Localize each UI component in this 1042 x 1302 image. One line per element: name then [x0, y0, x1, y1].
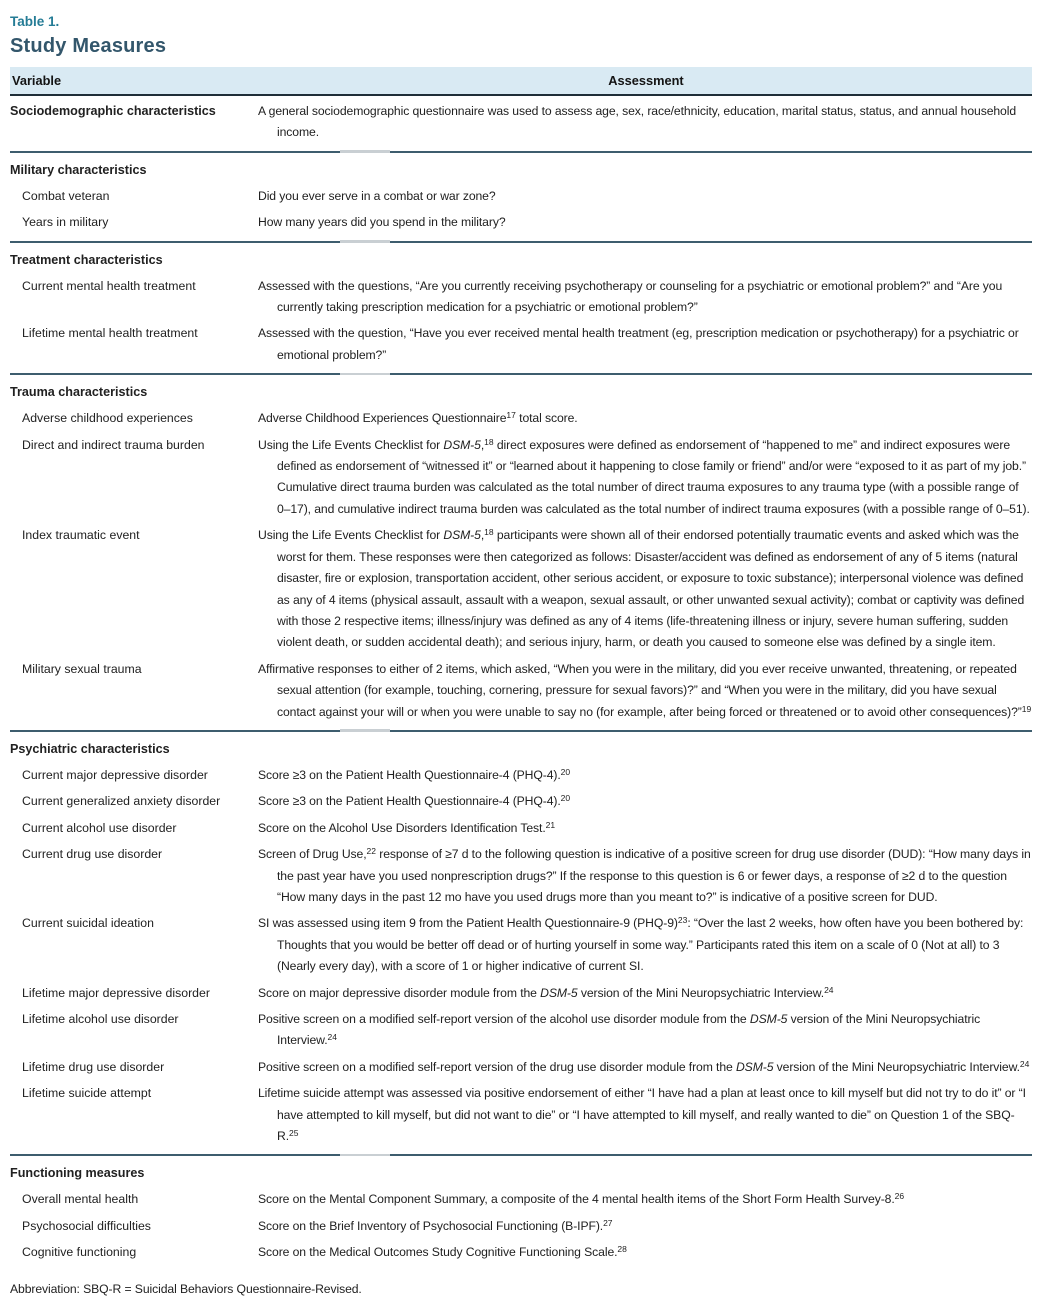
row-label-current-major-depressive-disorder: Current major depressive disorder [22, 767, 208, 782]
section-trauma [10, 373, 1032, 730]
row-current-alcohol-use-disorder [10, 818, 1032, 839]
row-adverse-childhood-experiences [10, 408, 1032, 429]
row-assessment-combat-veteran: Did you ever serve in a combat or war zone? [258, 188, 496, 203]
row-current-mental-health-treatment [10, 276, 1032, 319]
abbreviation-note: Abbreviation: SBQ-R = Suicidal Behaviors Questionnaire-Revised. [10, 1281, 362, 1296]
section-military [10, 151, 1032, 241]
row-label-current-alcohol-use-disorder: Current alcohol use disorder [22, 820, 177, 835]
row-military-sexual-trauma [10, 659, 1032, 723]
row-index-traumatic-event [10, 525, 1032, 653]
row-assessment-current-major-depressive-disorder: Score ≥3 on the Patient Health Questionnaire-4 (PHQ-4).$^{20}$ [258, 766, 571, 782]
row-assessment-sociodemographic-characteristics: A general sociodemographic questionnaire was used to assess age, sex, race/ethnicity, education, marital status, status, and annual household income. [258, 104, 1017, 140]
row-years-in-military [10, 212, 1032, 233]
row-assessment-psychosocial-difficulties: Score on the Brief Inventory of Psychosocial Functioning (B-IPF).$^{27}$ [258, 1217, 613, 1233]
row-assessment-direct-and-indirect-trauma-burden: Using the Life Events Checklist for DSM-5,18 direct exposures were defined as endorsement of “happened to me” and indirect exposures were defined as endorsement of “witnessed it” or “learned about it happening to close family or friend” and/or were “exposed to it as part of my job.” Cumulative direct trauma burden was calculated as the total number of direct trauma exposures to any trauma type (with a possible range of 0–17), and cumulative indirect trauma burden was calculated as the total number of indirect trauma exposures (with a possible range of 0–51). [258, 436, 1030, 516]
row-sociodemographic-characteristics [10, 101, 1032, 144]
section-psychiatric [10, 730, 1032, 1155]
row-combat-veteran [10, 186, 1032, 207]
row-lifetime-major-depressive-disorder [10, 983, 1032, 1004]
row-assessment-adverse-childhood-experiences: Adverse Childhood Experiences Questionnaire$^{17}$ total score. [258, 410, 578, 426]
row-assessment-lifetime-mental-health-treatment: Assessed with the question, “Have you ever received mental health treatment (eg, prescription medication or psychotherapy) for a psychiatric or emotional problem?” [258, 326, 1019, 362]
row-label-adverse-childhood-experiences: Adverse childhood experiences [22, 411, 193, 426]
section-header-treatment: Treatment characteristics [10, 252, 163, 267]
row-label-combat-veteran: Combat veteran [22, 188, 110, 203]
section-header-psychiatric: Psychiatric characteristics [10, 741, 170, 756]
row-label-military-sexual-trauma: Military sexual trauma [22, 661, 142, 676]
row-assessment-current-suicidal-ideation: SI was assessed using item 9 from the Patient Health Questionnaire-9 $(PHQ-9)^{23}$: “Over the last 2 weeks, how often have you been bothered by: Thoughts that you would be better off dead or of hurting yourself in some way.” Participants rated this item on a scale of 0 (Not at all) to 3 (Nearly every day), with a score of 1 or higher indicative of current SI. [258, 915, 1024, 974]
row-direct-and-indirect-trauma-burden [10, 435, 1032, 521]
row-assessment-current-alcohol-use-disorder: Score on the Alcohol Use Disorders Identification Test.$^{21}$ [258, 819, 556, 835]
section-header-military: Military characteristics [10, 162, 147, 177]
row-assessment-lifetime-major-depressive-disorder: Score on major depressive disorder module from the DSM-5 version of the Mini Neuropsychiatric Interview.$^{24}$ [258, 984, 834, 1000]
row-lifetime-suicide-attempt [10, 1083, 1032, 1147]
table-body [10, 96, 1032, 1271]
row-assessment-cognitive-functioning: Score on the Medical Outcomes Study Cognitive Functioning Scale.$^{28}$ [258, 1244, 627, 1260]
row-label-lifetime-alcohol-use-disorder: Lifetime alcohol use disorder [22, 1012, 179, 1026]
row-label-current-generalized-anxiety-disorder: Current generalized anxiety disorder [22, 794, 221, 809]
row-label-lifetime-major-depressive-disorder: Lifetime major depressive disorder [22, 985, 210, 1000]
row-label-overall-mental-health: Overall mental health [22, 1192, 139, 1207]
row-lifetime-drug-use-disorder [10, 1057, 1032, 1078]
row-current-suicidal-ideation [10, 913, 1032, 977]
row-assessment-lifetime-suicide-attempt: Lifetime suicide attempt was assessed via positive endorsement of either “I have had a plan at least once to kill myself but did not try to do it” or “I have attempted to kill myself, but did not want to die” or “I have attempted to kill myself, and really wanted to die” on Question 1 of the SBQ-R.$^{25}$ [258, 1086, 1026, 1144]
row-assessment-military-sexual-trauma: Affirmative responses to either of 2 items, which asked, “When you were in the military, did you ever receive unwanted, threatening, or repeated sexual attention (for example, touching, cornering, pressure for sexual favors)?” and “When you were in the military, did you have sexual contact against your will or when you were unable to say no (for example, after being forced or threatened or to avoid other consequences)?”$^{19}$ [258, 661, 1032, 719]
row-current-drug-use-disorder [10, 844, 1032, 908]
section-functioning [10, 1154, 1032, 1270]
column-header-assessment: Assessment [608, 73, 684, 88]
row-assessment-current-generalized-anxiety-disorder: Score ≥3 on the Patient Health Questionnaire-4 (PHQ-4).$^{20}$ [258, 793, 571, 809]
section-header-trauma: Trauma characteristics [10, 385, 148, 400]
row-cognitive-functioning [10, 1242, 1032, 1263]
row-label-lifetime-mental-health-treatment: Lifetime mental health treatment [22, 326, 198, 341]
row-overall-mental-health [10, 1189, 1032, 1210]
row-assessment-years-in-military: How many years did you spend in the military? [258, 215, 506, 230]
section-sociodemographic [10, 96, 1032, 151]
row-lifetime-mental-health-treatment [10, 323, 1032, 366]
row-psychosocial-difficulties [10, 1216, 1032, 1237]
row-assessment-lifetime-alcohol-use-disorder: Positive screen on a modified self-report version of the alcohol use disorder module from the DSM-5 version of the Mini Neuropsychiatric Interview.$^{24}$ [258, 1012, 981, 1048]
row-label-sociodemographic-characteristics: Sociodemographic characteristics [10, 104, 216, 118]
row-current-major-depressive-disorder [10, 765, 1032, 786]
row-label-lifetime-drug-use-disorder: Lifetime drug use disorder [22, 1059, 165, 1074]
row-current-generalized-anxiety-disorder [10, 791, 1032, 812]
row-assessment-current-drug-use-disorder: Screen of Drug Use,$^{22}$ response of ≥7 d to the following question is indicative of a positive screen for drug use disorder (DUD): “How many days in the past year have you used nonprescription drugs?” If the response to this question is 6 or fewer days, a response of ≥2 d to the question “How many days in the past 12 mo have you used drugs more than you meant to?” is indicative of a positive screen for DUD. [258, 846, 1031, 904]
row-assessment-current-mental-health-treatment: Assessed with the questions, “Are you currently receiving psychotherapy or counseling for a psychiatric or emotional problem?” and “Are you currently taking prescription medication for a psychiatric or emotional problem?” [258, 278, 1003, 315]
table-title: Study Measures [10, 35, 167, 57]
row-label-index-traumatic-event: Index traumatic event [22, 528, 140, 543]
row-lifetime-alcohol-use-disorder [10, 1009, 1032, 1052]
section-treatment [10, 241, 1032, 374]
row-label-cognitive-functioning: Cognitive functioning [22, 1245, 137, 1260]
row-label-current-drug-use-disorder: Current drug use disorder [22, 847, 163, 862]
row-label-psychosocial-difficulties: Psychosocial difficulties [22, 1218, 151, 1233]
table-number: Table 1. [10, 14, 60, 29]
row-assessment-lifetime-drug-use-disorder: Positive screen on a modified self-report version of the drug use disorder module from the DSM-5 version of the Mini Neuropsychiatric Interview.$^{24}$ [258, 1058, 1030, 1074]
row-label-direct-and-indirect-trauma-burden: Direct and indirect trauma burden [22, 437, 205, 452]
row-label-lifetime-suicide-attempt: Lifetime suicide attempt [22, 1086, 152, 1101]
section-header-functioning: Functioning measures [10, 1166, 145, 1181]
row-assessment-overall-mental-health: Score on the Mental Component Summary, a composite of the 4 mental health items of the Short Form Health Survey-8.26 [258, 1191, 905, 1207]
row-label-years-in-military: Years in military [22, 215, 109, 230]
column-header-row [10, 67, 1032, 96]
row-label-current-suicidal-ideation: Current suicidal ideation [22, 916, 154, 931]
column-header-variable: Variable [12, 73, 62, 88]
row-label-current-mental-health-treatment: Current mental health treatment [22, 278, 196, 293]
row-assessment-index-traumatic-event: Using the Life Events Checklist for DSM-5,18 participants were shown all of their endorsed potentially traumatic events and asked which was the worst for them. These responses were then categorized as follows: Disaster/accident was defined as endorsement of any of 5 items (natural disaster, fire or explosion, transportation accident, other serious accident, or exposure to toxic substance); interpersonal violence was defined as any of 4 items (physical assault, assault with a weapon, sexual assault, or other unwanted sexual activity); combat or captivity was defined with those 2 respective items; illness/injury was defined as any of 4 items (life-threatening illness or injury, severe human suffering, sudden violent death, or sudden accidental death); and serious injury, harm, or death you caused to someone else was defined by a single item. [258, 527, 1025, 650]
